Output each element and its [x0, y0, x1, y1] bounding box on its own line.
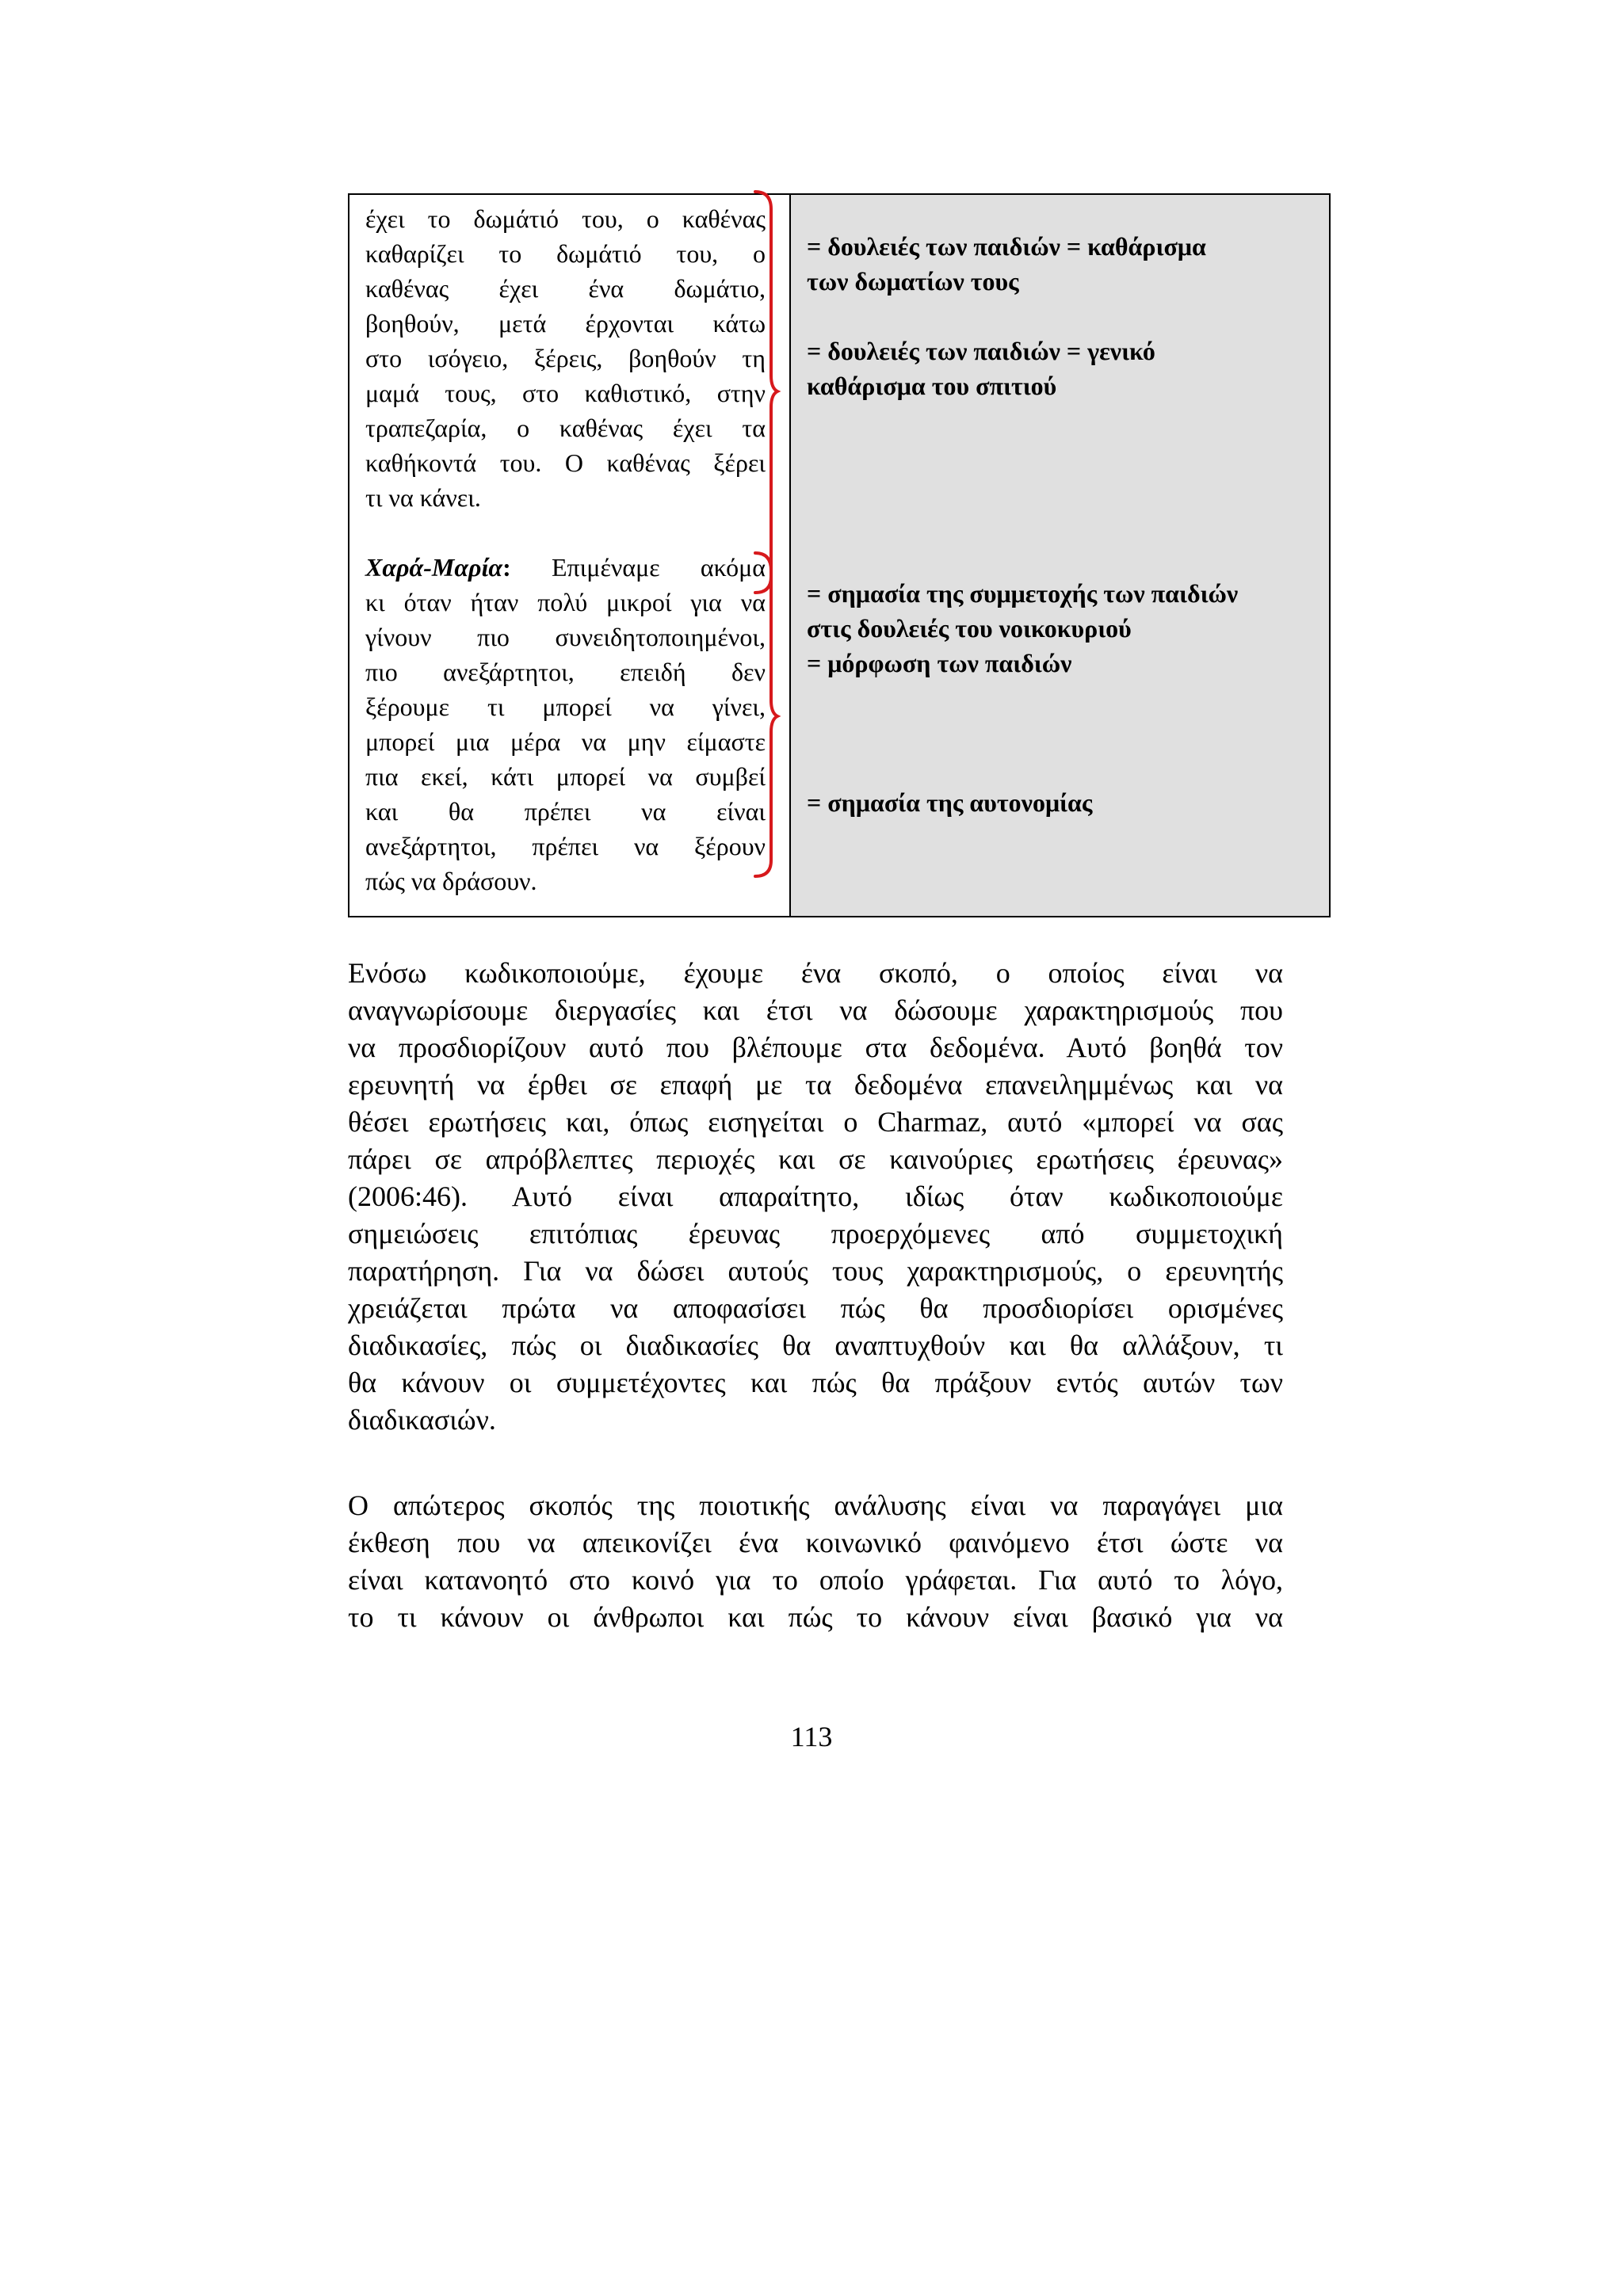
- code-label-4: [807, 646, 1321, 681]
- paragraph-line: σημειώσεις επιτόπιας έρευνας προερχόμενες από συμμετοχική: [348, 1218, 1283, 1249]
- code-label-1: [807, 229, 1321, 299]
- transcript-line: πώς να δράσουν.: [365, 867, 537, 895]
- transcript-excerpt-1: [365, 201, 766, 515]
- body-paragraph-1: [348, 955, 1283, 1439]
- transcript-line: έχει το δωμάτιό του, ο καθένας: [365, 204, 766, 233]
- code-label-3: [807, 576, 1321, 646]
- code-line: = σημασία της συμμετοχής των παιδιών: [807, 579, 1239, 608]
- code-line: καθάρισμα του σπιτιού: [807, 372, 1057, 400]
- transcript-line: μαμά τους, στο καθιστικό, στην: [365, 379, 766, 407]
- code-label-5: [807, 785, 1321, 820]
- paragraph-line: Ο απώτερος σκοπός της ποιοτικής ανάλυσης είναι να παραγάγει μια: [348, 1489, 1283, 1521]
- transcript-line-text: Επιμέναμε ακόμα: [510, 553, 766, 582]
- coding-table: [348, 193, 1331, 917]
- transcript-line: κι όταν ήταν πολύ μικροί για να: [365, 588, 766, 616]
- code-line: = σημασία της αυτονομίας: [807, 788, 1093, 817]
- transcript-line: και θα πρέπει να είναι: [365, 797, 766, 826]
- transcript-line: καθήκοντά του. Ο καθένας ξέρει: [365, 448, 766, 477]
- paragraph-line: το τι κάνουν οι άνθρωποι και πώς το κάνουν είναι βασικό για να: [348, 1601, 1283, 1633]
- transcript-excerpt-2: [365, 550, 766, 898]
- paragraph-line: είναι κατανοητό στο κοινό για το οποίο γράφεται. Για αυτό το λόγο,: [348, 1564, 1283, 1596]
- speaker-name: Χαρά-Μαρία: [365, 553, 503, 582]
- transcript-line: μπορεί μια μέρα να μην είμαστε: [365, 727, 766, 756]
- code-bracket-1: [754, 189, 785, 601]
- paragraph-line: (2006:46). Αυτό είναι απαραίτητο, ιδίως όταν κωδικοποιούμε: [348, 1180, 1283, 1212]
- speaker-colon: :: [502, 553, 511, 582]
- transcript-line: ξέρουμε τι μπορεί να γίνει,: [365, 692, 766, 721]
- transcript-line: καθαρίζει το δωμάτιό του, ο: [365, 239, 766, 268]
- page-number: 113: [790, 1721, 833, 1753]
- transcript-column: [349, 195, 791, 916]
- paragraph-line: να προσδιορίζουν αυτό που βλέπουμε στα δεδομένα. Αυτό βοηθά τον: [348, 1032, 1283, 1063]
- transcript-line: ανεξάρτητοι, πρέπει να ξέρουν: [365, 832, 766, 860]
- paragraph-line: Ενόσω κωδικοποιούμε, έχουμε ένα σκοπό, ο οποίος είναι να: [348, 957, 1283, 989]
- transcript-line: τι να κάνει.: [365, 483, 481, 512]
- paragraph-line: διαδικασίες, πώς οι διαδικασίες θα αναπτυχθούν και θα αλλάξουν, τι: [348, 1329, 1283, 1361]
- code-label-2: [807, 334, 1321, 403]
- transcript-line: καθένας έχει ένα δωμάτιο,: [365, 274, 766, 303]
- transcript-line: πια εκεί, κάτι μπορεί να συμβεί: [365, 762, 766, 791]
- transcript-line: βοηθούν, μετά έρχονται κάτω: [365, 309, 766, 338]
- transcript-line: στο ισόγειο, ξέρεις, βοηθούν τη: [365, 344, 766, 372]
- code-line: στις δουλειές του νοικοκυριού: [807, 614, 1132, 643]
- paragraph-line: θα κάνουν οι συμμετέχοντες και πώς θα πράξουν εντός αυτών των: [348, 1367, 1283, 1398]
- code-line: των δωματίων τους: [807, 267, 1019, 296]
- transcript-line: πιο ανεξάρτητοι, επειδή δεν: [365, 658, 766, 686]
- transcript-line: τραπεζαρία, ο καθένας έχει τα: [365, 414, 766, 442]
- paragraph-line: πάρει σε απρόβλεπτες περιοχές και σε καινούριες ερωτήσεις έρευνας»: [348, 1143, 1283, 1175]
- paragraph-line: αναγνωρίσουμε διεργασίες και έτσι να δώσουμε χαρακτηρισμούς που: [348, 994, 1283, 1026]
- codes-column: [791, 195, 1329, 916]
- code-line: = δουλειές των παιδιών = καθάρισμα: [807, 232, 1206, 261]
- paragraph-line: διαδικασιών.: [348, 1404, 496, 1436]
- code-line: = μόρφωση των παιδιών: [807, 649, 1072, 677]
- paragraph-line: ερευνητή να έρθει σε επαφή με τα δεδομένα επανειλημμένως και να: [348, 1069, 1283, 1100]
- paragraph-line: θέσει ερωτήσεις και, όπως εισηγείται ο Charmaz, αυτό «μπορεί να σας: [348, 1106, 1283, 1138]
- paragraph-line: παρατήρηση. Για να δώσει αυτούς τους χαρακτηρισμούς, ο ερευνητής: [348, 1255, 1283, 1287]
- paragraph-line: χρειάζεται πρώτα να αποφασίσει πώς θα προσδιορίσει ορισμένες: [348, 1292, 1283, 1324]
- transcript-line: γίνουν πιο συνειδητοποιημένοι,: [365, 623, 766, 651]
- code-bracket-2: [754, 550, 785, 883]
- code-line: = δουλειές των παιδιών = γενικό: [807, 337, 1155, 365]
- paragraph-line: έκθεση που να απεικονίζει ένα κοινωνικό φαινόμενο έτσι ώστε να: [348, 1527, 1283, 1558]
- body-paragraph-2: [348, 1487, 1283, 1636]
- transcript-line: [365, 550, 766, 585]
